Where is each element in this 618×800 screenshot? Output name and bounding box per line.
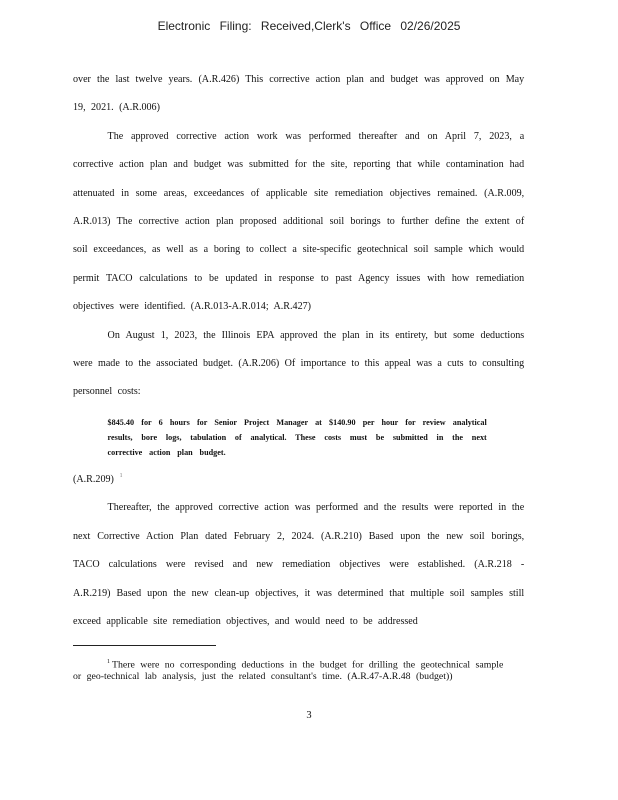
- filing-header: Electronic Filing: Received,Clerk's Office 02/26/2025: [157, 19, 461, 33]
- paragraph: On August 1, 2023, the Illinois EPA approved the plan in its entirety, but some deductions were made to the associated budget. (A.R.206) Of importance to this appeal was a cuts to consulting personnel costs:: [73, 329, 525, 398]
- footnote: [73, 656, 513, 683]
- paragraph: over the last twelve years. (A.R.426) This corrective action plan and budget was approved on May 19, 2021. (A.R.006): [73, 74, 525, 114]
- page-number: 3: [306, 710, 312, 721]
- footnote-divider: [73, 645, 216, 646]
- paragraph: Thereafter, the approved corrective action was performed and the results were reported in the next Corrective Action Plan dated February 2, 2024. (A.R.210) Based upon the new soil borings, TACO calculations were revised and new remediation objectives were established. (A.R.218 - A.R.219) Based upon the new clean-up objectives, it was determined that multiple soil samples still exceed applicable site remediation objectives, and would need to be addressed: [73, 502, 525, 627]
- body-text: [73, 66, 524, 636]
- footnote-number: 1: [107, 659, 110, 665]
- paragraph: The approved corrective action work was performed thereafter and on April 7, 2023, a corrective action plan and budget was submitted for the site, reporting that while contamination had attenuated in some areas, exceedances of applicable site remediation objectives remained. (A.R.009, A.R.013) The corrective action plan proposed additional soil borings to further define the extent of soil exceedances, as well as a boring to collect a site-specific geotechnical soil sample which would permit TACO calculations to be updated in response to past Agency issues with how remediation objectives were identified. (A.R.013-A.R.014; A.R.427): [73, 130, 525, 313]
- citation: [73, 466, 524, 494]
- footnote-marker: 1: [119, 473, 123, 480]
- footnote-text: There were no corresponding deductions in the budget for drilling the geotechnical sample or geo-technical lab analysis, just the related consultant's time. (A.R.47-A.R.48 (budget)): [73, 659, 504, 683]
- citation-text: (A.R.209): [73, 473, 114, 485]
- block-quote: $845.40 for 6 hours for Senior Project Manager at $140.90 per hour for review analytical results, bore logs, tabulation of analytical. These costs must be submitted in the next corrective action plan budget.: [107, 416, 487, 457]
